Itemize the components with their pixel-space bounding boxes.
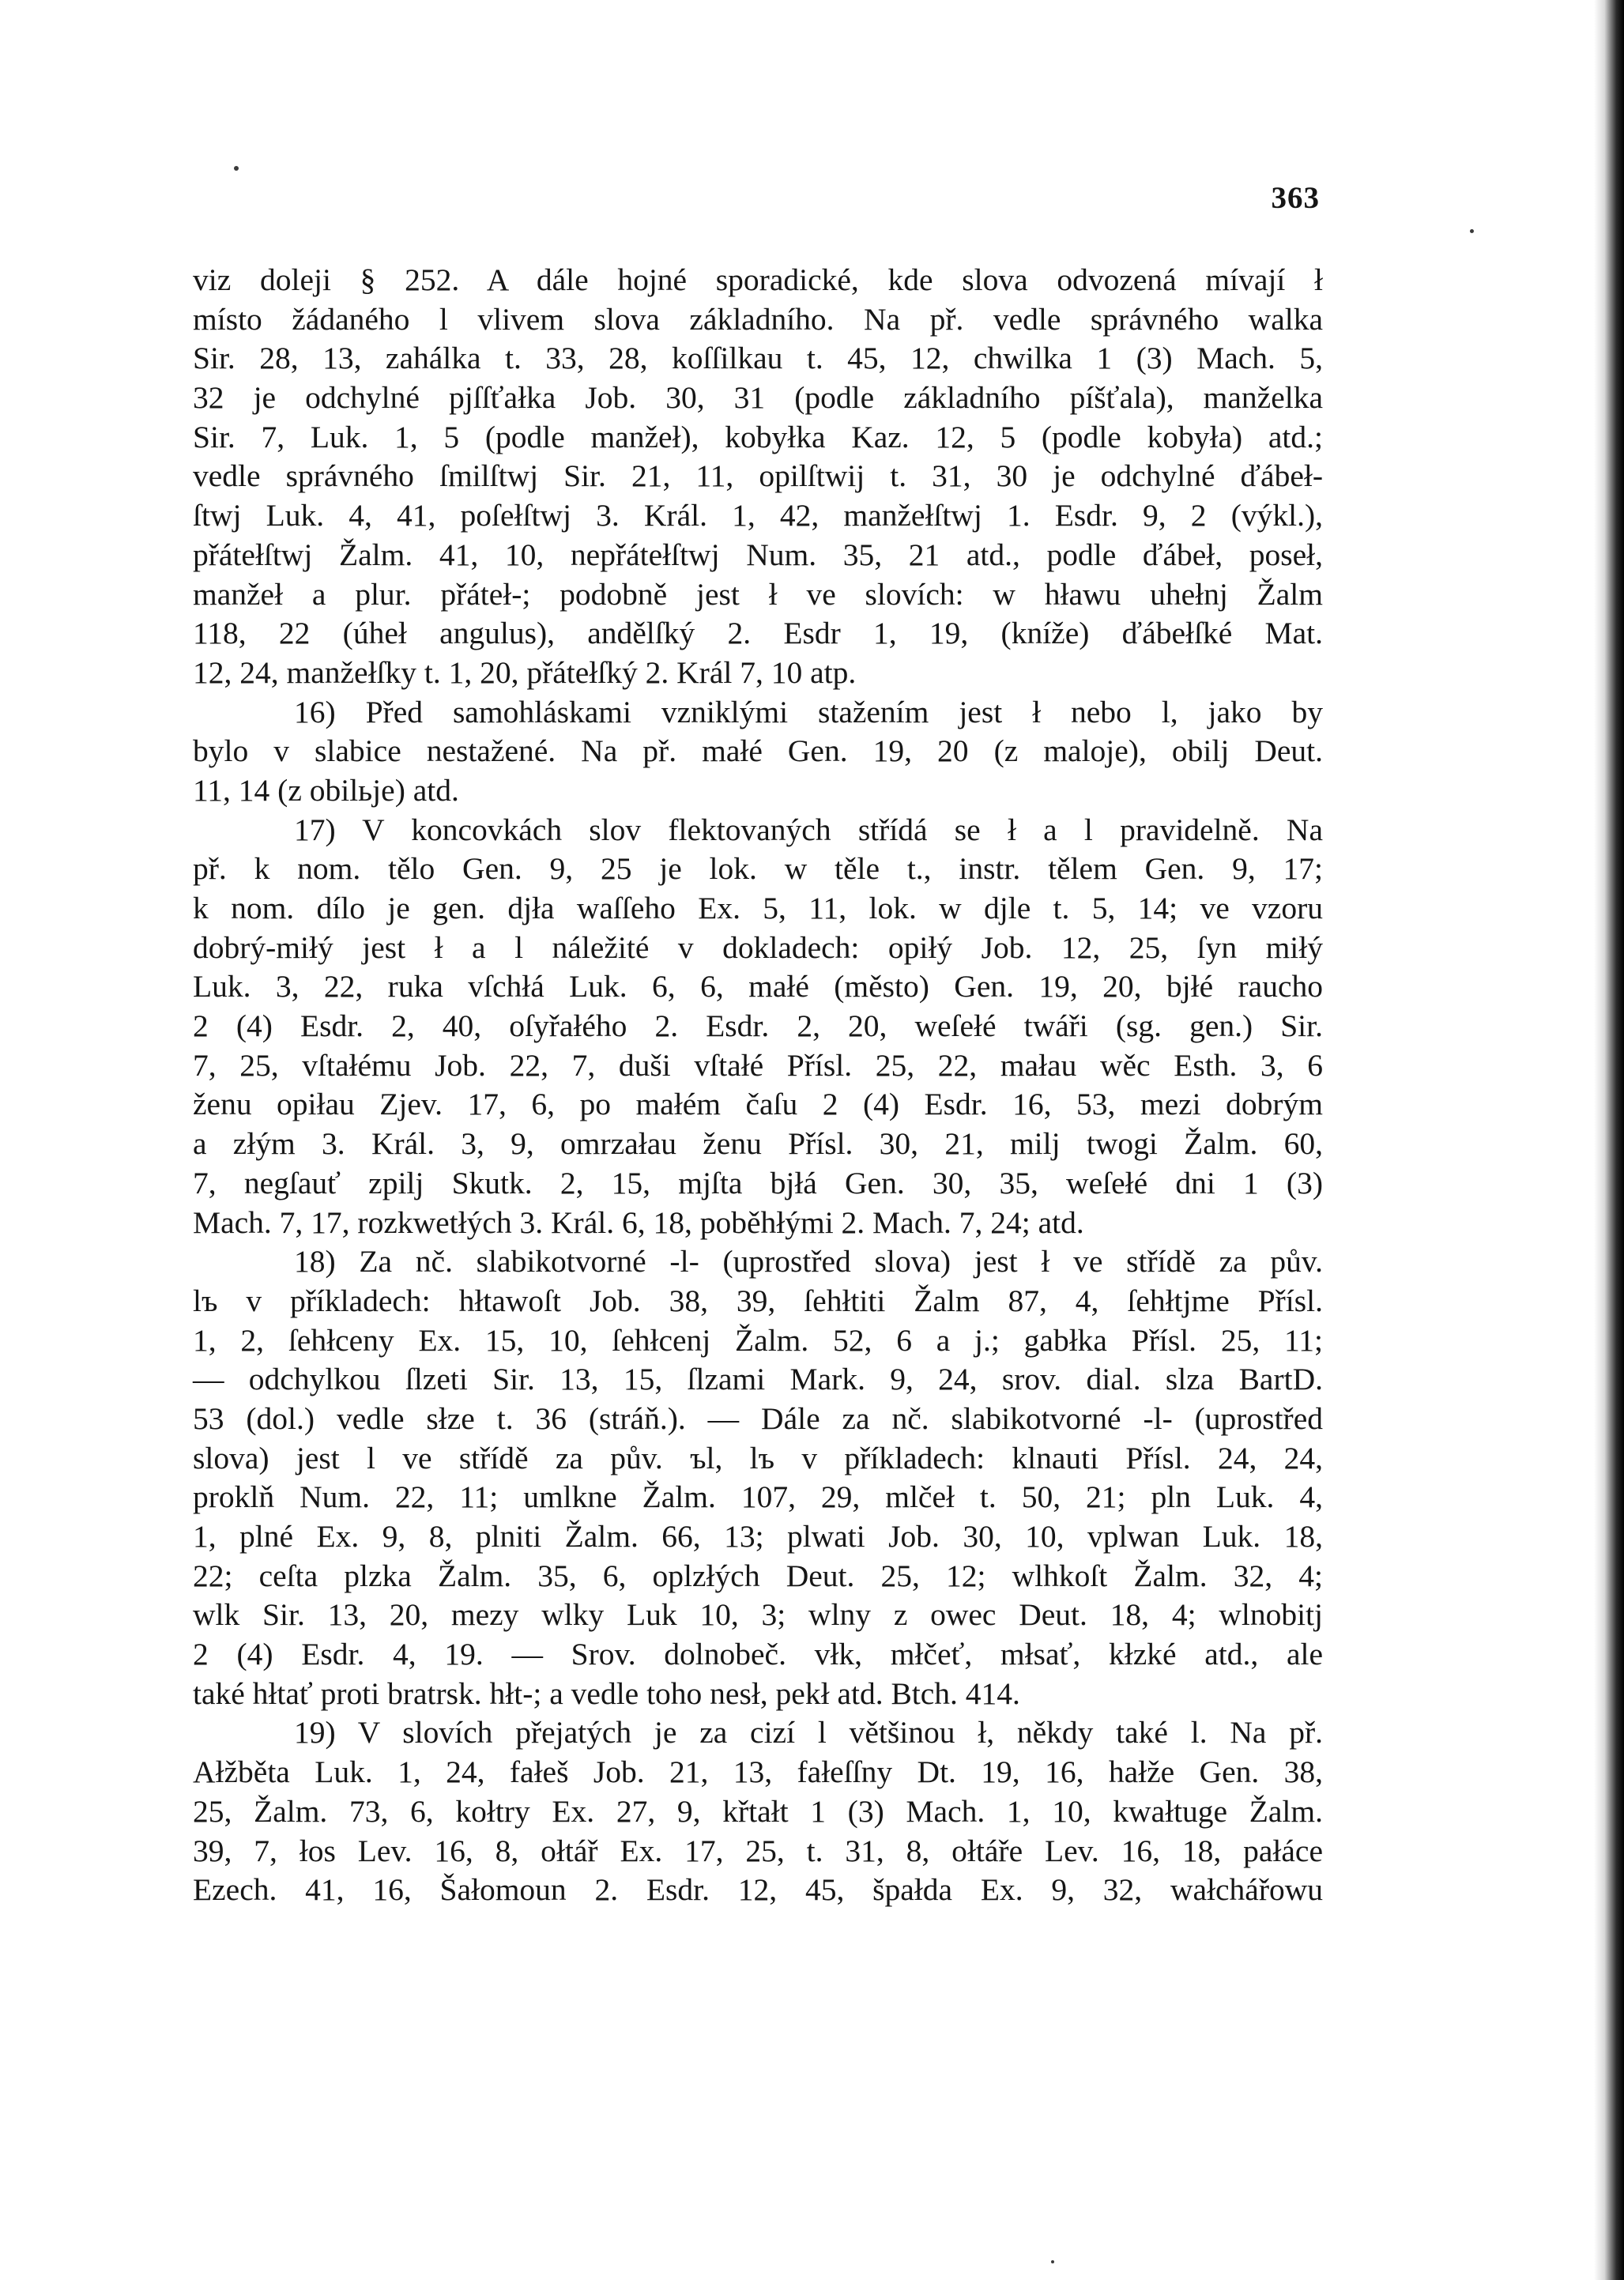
text-line: místo žádaného l vlivem slova základního. Na př. vedle správného walka	[193, 301, 1323, 337]
text-line: slova) jest l ve střídě za pův. ъl, lъ v příkladech: klnauti Přísl. 24, 24,	[193, 1440, 1323, 1475]
text-line: 32 je odchylné pjſſťałka Job. 30, 31 (podle základního píšťala), manželka	[193, 380, 1323, 416]
text-line: 22; ceſta plzka Žalm. 35, 6, oplzłých Deut. 25, 12; wlhkoſt Žalm. 32, 4;	[193, 1558, 1323, 1593]
text-line: 39, 7, łos Lev. 16, 8, ołtář Ex. 17, 25, t. 31, 8, ołtáře Lev. 16, 18, pałáce	[193, 1833, 1323, 1868]
text-line: 7, negſauť zpilj Skutk. 2, 15, mjſta bjłá Gen. 30, 35, weſełé dni 1 (3)	[193, 1165, 1323, 1200]
text-line: vedle správného ſmilſtwj Sir. 21, 11, opilſtwij t. 31, 30 je odchylné ďábeł-	[193, 458, 1323, 494]
page-number: 363	[1271, 181, 1320, 215]
text-line: 1, 2, ſehłceny Ex. 15, 10, ſehłcenj Žalm. 52, 6 a j.; gabłka Přísl. 25, 11;	[193, 1322, 1323, 1358]
text-line: — odchylkou ſlzeti Sir. 13, 15, ſlzami Mark. 9, 24, srov. dial. slza BartD.	[193, 1362, 1323, 1397]
page-edge-shadow	[1594, 0, 1624, 2280]
text-line: 12, 24, manžełſky t. 1, 20, přátełſký 2. Král 7, 10 atp.	[193, 654, 857, 690]
text-line: viz doleji § 252. A dále hojné sporadické, kde slova odvozená mívají ł	[193, 262, 1323, 297]
text-line: ženu opiłau Zjev. 17, 6, po małém čaſu 2 (4) Esdr. 16, 53, mezi dobrým	[193, 1087, 1323, 1122]
text-line: také hłtať proti bratrsk. hłt-; a vedle toho nesł, pekł atd. Btch. 414.	[193, 1675, 1020, 1711]
scan-speck	[234, 166, 239, 171]
text-line: 1, plné Ex. 9, 8, plniti Žalm. 66, 13; plwati Job. 30, 10, vplwan Luk. 18,	[193, 1519, 1323, 1554]
text-line: Luk. 3, 22, ruka vſchłá Luk. 6, 6, małé (město) Gen. 19, 20, bjłé raucho	[193, 969, 1323, 1004]
scan-speck	[1051, 2260, 1054, 2263]
text-line: 25, Žalm. 73, 6, kołtry Ex. 27, 9, křtałt 1 (3) Mach. 1, 10, kwałtuge Žalm.	[193, 1793, 1323, 1829]
text-line: ſtwj Luk. 4, 41, poſełſtwj 3. Král. 1, 42, manžełſtwj 1. Esdr. 9, 2 (výkl.),	[193, 498, 1323, 533]
text-line: 53 (dol.) vedle słze t. 36 (stráň.). — Dále za nč. slabikotvorné -l- (uprostřed	[193, 1400, 1323, 1436]
text-line: wlk Sir. 13, 20, mezy wlky Luk 10, 3; wlny z owec Deut. 18, 4; wlnobitj	[193, 1597, 1323, 1633]
text-line: přátełſtwj Žalm. 41, 10, nepřátełſtwj Num. 35, 21 atd., podle ďábeł, poseł,	[193, 537, 1323, 572]
text-line: 17) V koncovkách slov flektovaných střídá se ł a l pravidelně. Na	[294, 812, 1323, 847]
text-line: manžeł a plur. přáteł-; podobně jest ł ve slovích: w hławu uhełnj Žalm	[193, 576, 1323, 612]
text-line: př. k nom. tělo Gen. 9, 25 je lok. w těle t., instr. tělem Gen. 9, 17;	[193, 851, 1323, 887]
text-line: 11, 14 (z obilьje) atd.	[193, 772, 459, 808]
text-line: proklň Num. 22, 11; umlkne Žalm. 107, 29, mlčeł t. 50, 21; pln Luk. 4,	[193, 1479, 1323, 1515]
text-line: 18) Za nč. slabikotvorné -l- (uprostřed slova) jest ł ve střídě za pův.	[294, 1244, 1323, 1279]
text-line: k nom. dílo je gen. djła waſſeho Ex. 5, 11, lok. w djle t. 5, 14; ve vzoru	[193, 891, 1323, 925]
text-line: lъ v příkladech: hłtawoſt Job. 38, 39, ſehłtiti Žalm 87, 4, ſehłtjme Přísl.	[193, 1283, 1323, 1318]
text-line: Ałžběta Luk. 1, 24, fałeš Job. 21, 13, fałeſſny Dt. 19, 16, hałže Gen. 38,	[193, 1754, 1323, 1790]
text-line: Mach. 7, 17, rozkwetłých 3. Král. 6, 18, poběhłými 2. Mach. 7, 24; atd.	[193, 1204, 1084, 1240]
text-line: 7, 25, vſtałému Job. 22, 7, duši vſtałé Přísl. 25, 22, małau wěc Esth. 3, 6	[193, 1047, 1323, 1083]
text-line: a złým 3. Král. 3, 9, omrzałau ženu Přísl. 30, 21, milj twogi Žalm. 60,	[193, 1126, 1323, 1162]
text-line: Ezech. 41, 16, Šałomoun 2. Esdr. 12, 45, špałda Ex. 9, 32, wałchářowu	[193, 1872, 1323, 1908]
text-line: 118, 22 (úheł angulus), andělſký 2. Esdr 1, 19, (kníže) ďábełſké Mat.	[193, 616, 1323, 651]
text-line: Sir. 7, Luk. 1, 5 (podle manžeł), kobyłka Kaz. 12, 5 (podle kobyła) atd.;	[193, 419, 1323, 454]
text-line: 16) Před samohláskami vzniklými stažením jest ł nebo l, jako by	[294, 694, 1323, 729]
text-line: bylo v slabice nestažené. Na př. małé Gen. 19, 20 (z maloje), obilj Deut.	[193, 733, 1323, 769]
text-line: dobrý-miłý jest ł a l náležité v dokladech: opiłý Job. 12, 25, ſyn miłý	[193, 929, 1323, 965]
scan-speck	[1470, 229, 1474, 233]
text-line: 19) V slovích přejatých je za cizí l většinou ł, někdy také l. Na př.	[294, 1715, 1323, 1751]
text-line: 2 (4) Esdr. 4, 19. — Srov. dolnobeč. vłk, młčeť, młsať, kłzké atd., ale	[193, 1637, 1323, 1672]
text-line: Sir. 28, 13, zahálka t. 33, 28, koſſilkau t. 45, 12, chwilka 1 (3) Mach. 5,	[193, 341, 1323, 376]
text-line: 2 (4) Esdr. 2, 40, oſyřałého 2. Esdr. 2, 20, weſełé twáři (sg. gen.) Sir.	[193, 1008, 1323, 1044]
body-text	[193, 261, 1323, 1910]
